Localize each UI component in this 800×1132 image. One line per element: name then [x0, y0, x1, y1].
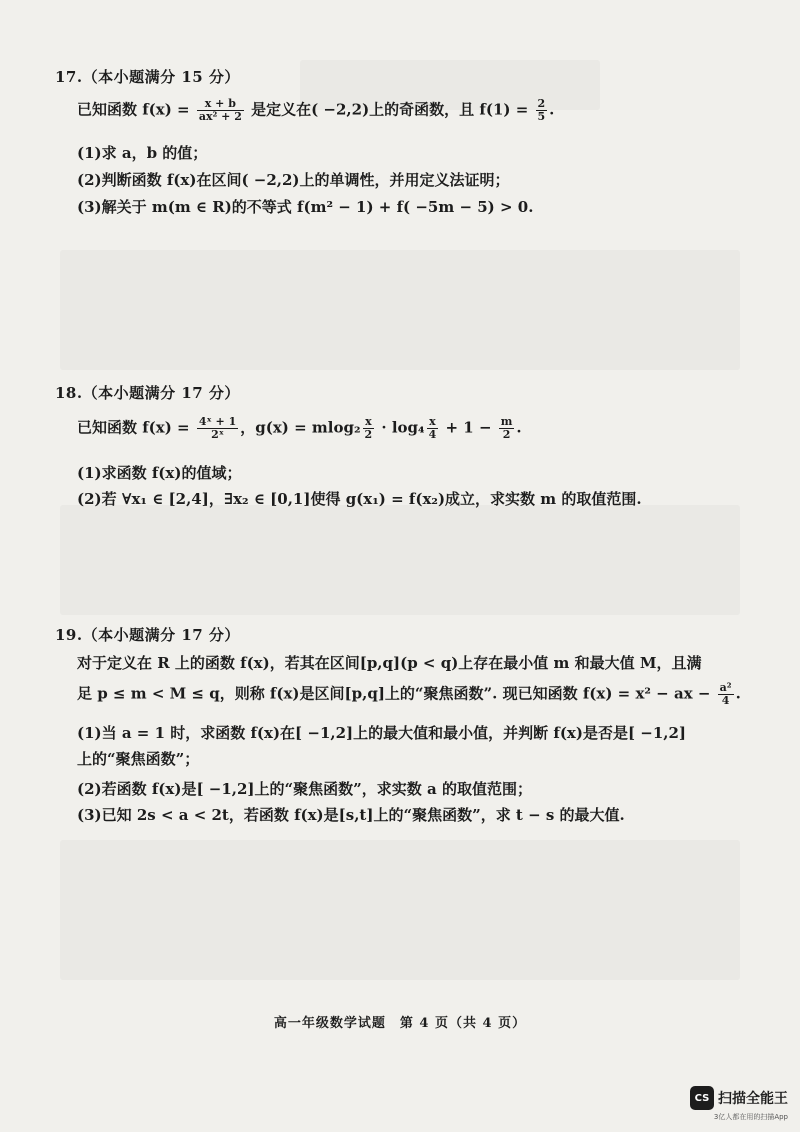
bleed-through-shadow [60, 505, 740, 615]
fraction-numerator: a² [719, 681, 732, 694]
fraction [363, 416, 375, 441]
fraction [427, 416, 439, 441]
problem-17-q1: (1)求 a，b 的值； [77, 144, 208, 162]
problem-19 [55, 624, 755, 824]
problem-18-stem [77, 416, 522, 441]
stem-text: 是定义在( −2,2)上的奇函数，且 f(1) = [245, 100, 534, 119]
stem-text: + 1 − [440, 418, 497, 437]
fraction-denominator: 4 [721, 694, 730, 707]
stem-text: . [549, 100, 555, 119]
fraction-denominator: 2 [502, 428, 511, 441]
stem-text: ，g(x) = mlog₂ [240, 418, 361, 437]
problem-19-q1-line1: (1)当 a = 1 时，求函数 f(x)在[ −1,2]上的最大值和最小值，并判断 f(x)是否是[ −1,2] [77, 724, 687, 742]
stem-text: · log₄ [376, 418, 425, 437]
fraction [197, 98, 244, 123]
page-footer: 高一年级数学试题 第 4 页（共 4 页） [273, 1016, 527, 1031]
fraction [536, 98, 548, 123]
problem-18-q1: (1)求函数 f(x)的值域； [77, 464, 242, 482]
fraction-numerator: x [363, 416, 375, 429]
problem-17-header: 17.（本小题满分 15 分） [55, 68, 240, 86]
fraction-numerator: 2 [537, 97, 546, 110]
watermark-row [690, 1086, 788, 1110]
stem-text: 已知函数 f(x) = [77, 100, 195, 119]
fraction-denominator: 2 [364, 428, 373, 441]
problem-18-q2: (2)若 ∀x₁ ∈ [2,4]，∃x₂ ∈ [0,1]使得 g(x₁) = f(x₂)成立，求实数 m 的取值范围. [77, 490, 642, 508]
stem-text: 足 p ≤ m < M ≤ q，则称 f(x)是区间[p,q]上的“聚焦函数”. 现已知函数 f(x) = x² − ax − [77, 684, 716, 703]
stem-text: . [516, 418, 522, 437]
bleed-through-shadow [60, 840, 740, 980]
fraction [718, 682, 734, 707]
problem-18-header: 18.（本小题满分 17 分） [55, 384, 240, 402]
problem-19-q2: (2)若函数 f(x)是[ −1,2]上的“聚焦函数”，求实数 a 的取值范围； [77, 780, 532, 798]
fraction-denominator: 5 [537, 110, 546, 123]
fraction-numerator: 4ˣ + 1 [198, 415, 237, 428]
watermark-app-name: 扫描全能王 [718, 1091, 788, 1107]
watermark-slogan: 3亿人都在用的扫描App [713, 1113, 788, 1121]
problem-19-stem-line2 [77, 682, 741, 707]
fraction-numerator: x [427, 416, 439, 429]
problem-17-stem [77, 98, 554, 123]
problem-19-stem-line1: 对于定义在 R 上的函数 f(x)，若其在区间[p,q](p < q)上存在最小值 m 和最大值 M，且满 [77, 654, 702, 672]
problem-19-q1-line2: 上的“聚焦函数”； [77, 750, 200, 768]
problem-19-header: 19.（本小题满分 17 分） [55, 626, 240, 644]
scanner-watermark [690, 1086, 788, 1122]
fraction-denominator: 4 [428, 428, 437, 441]
fraction-denominator: 2ˣ [211, 428, 224, 441]
camscanner-logo-icon: CS [690, 1086, 714, 1110]
problem-18 [55, 382, 755, 508]
fraction-denominator: ax² + 2 [198, 110, 242, 123]
fraction-numerator: x + b [197, 98, 244, 111]
problem-17-q3: (3)解关于 m(m ∈ R)的不等式 f(m² − 1) + f( −5m − 5) > 0. [77, 198, 534, 216]
fraction-numerator: m [500, 415, 513, 428]
stem-text: 已知函数 f(x) = [77, 418, 195, 437]
fraction [197, 416, 238, 441]
problem-17-q2: (2)判断函数 f(x)在区间( −2,2)上的单调性，并用定义法证明； [77, 171, 510, 189]
fraction [499, 416, 515, 441]
problem-19-q3: (3)已知 2s < a < 2t，若函数 f(x)是[s,t]上的“聚焦函数”，求 t − s 的最大值. [77, 806, 625, 824]
bleed-through-shadow [60, 250, 740, 370]
problem-17 [55, 66, 755, 216]
stem-text: . [735, 684, 741, 703]
